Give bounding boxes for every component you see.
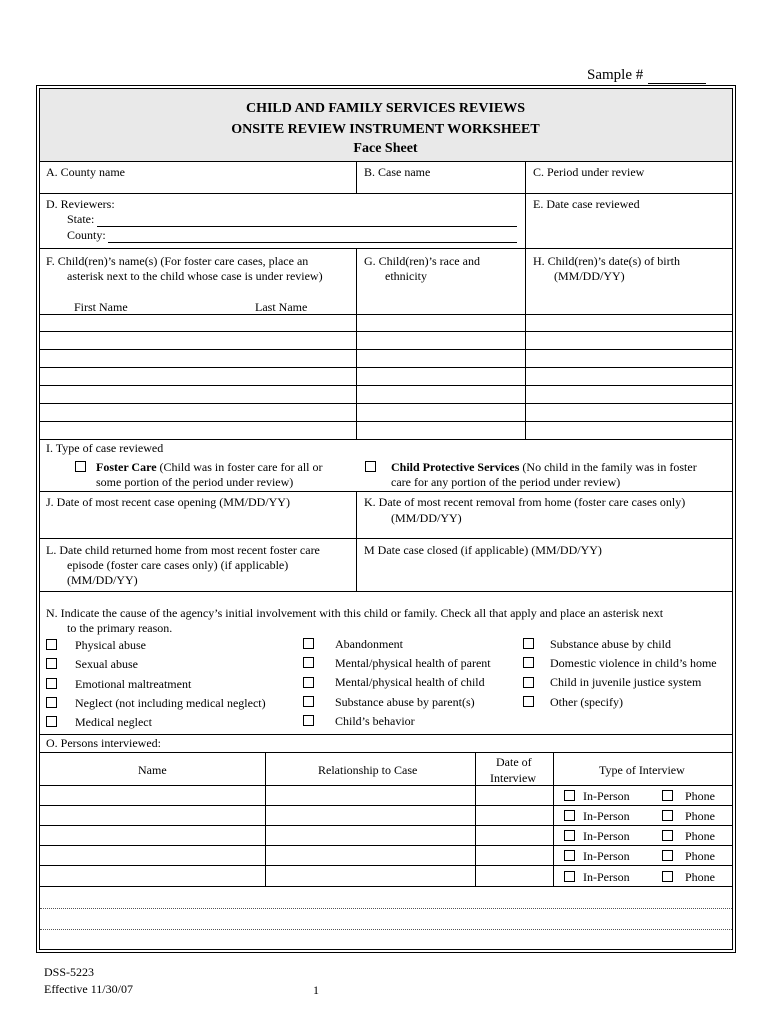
other-specify-checkbox[interactable] [523,696,534,707]
interview-5-in-person-checkbox[interactable] [564,871,575,882]
interview-row-3[interactable] [39,845,733,846]
reviewers-state-label: State: [67,212,95,226]
form-title-line3: Face Sheet [353,141,418,156]
domestic-violence-checkbox[interactable] [523,657,534,668]
child-substance-abuse-checkbox[interactable] [523,638,534,649]
race-ethnicity-label-line1: G. Child(ren)’s race and [364,254,480,268]
interview-row-4[interactable] [39,865,733,866]
medical-neglect-checkbox[interactable] [46,716,57,727]
case-name-label: B. Case name [364,165,431,179]
effective-date: Effective 11/30/07 [44,982,133,996]
child-substance-abuse-label: Substance abuse by child [550,637,671,651]
agency-involvement-label-line2: to the primary reason. [67,621,173,635]
juvenile-justice-label: Child in juvenile justice system [550,675,702,689]
county-name-label: A. County name [46,165,125,179]
birth-dates-label-line1: H. Child(ren)’s date(s) of birth [533,254,680,268]
interview-5-phone-label: Phone [685,870,715,884]
notes-divider-1 [40,908,732,909]
interview-date-header-line2: Interview [490,771,536,785]
form-number: DSS-5223 [44,965,95,979]
interview-row-5[interactable] [39,886,733,887]
reviewers-county-field[interactable] [108,242,517,243]
birth-dates-label-line2: (MM/DD/YY) [554,269,625,283]
parent-substance-abuse-label: Substance abuse by parent(s) [335,695,475,709]
childs-behavior-checkbox[interactable] [303,715,314,726]
children-names-label-line1: F. Child(ren)’s name(s) (For foster care cases, place an [46,254,309,268]
interview-2-phone-label: Phone [685,809,715,823]
case-opening-date-label: J. Date of most recent case opening (MM/DD/YY) [46,495,290,509]
interview-row-1[interactable] [39,805,733,806]
reviewers-state-field[interactable] [97,226,517,227]
domestic-violence-label: Domestic violence in child’s home [550,656,717,670]
last-name-label: Last Name [255,300,308,314]
childs-behavior-label: Child’s behavior [335,714,415,728]
period-under-review-label: C. Period under review [533,165,645,179]
interview-3-phone-label: Phone [685,829,715,843]
interview-4-phone-label: Phone [685,849,715,863]
foster-care-line2: some portion of the period under review) [96,475,294,489]
child-row-2[interactable] [39,349,733,350]
first-name-label: First Name [74,300,128,314]
interview-2-phone-checkbox[interactable] [662,810,673,821]
sexual-abuse-label: Sexual abuse [75,657,138,671]
emotional-maltreatment-checkbox[interactable] [46,678,57,689]
removal-date-label-line2: (MM/DD/YY) [391,511,462,525]
child-health-label: Mental/physical health of child [335,675,485,689]
foster-care-line1: Foster Care (Child was in foster care for all or [96,460,323,474]
interview-row-2[interactable] [39,825,733,826]
child-row-6[interactable] [39,421,733,422]
removal-date-label-line1: K. Date of most recent removal from home (foster care cases only) [364,495,686,509]
parent-health-checkbox[interactable] [303,657,314,668]
agency-involvement-label-line1: N. Indicate the cause of the agency’s initial involvement with this child or family. Check all that apply and place an asterisk next [46,606,664,620]
form-title-line2: ONSITE REVIEW INSTRUMENT WORKSHEET [231,122,540,137]
interview-1-phone-checkbox[interactable] [662,790,673,801]
reviewers-label: D. Reviewers: [46,197,115,211]
interview-4-phone-checkbox[interactable] [662,850,673,861]
interview-5-phone-checkbox[interactable] [662,871,673,882]
interview-3-phone-checkbox[interactable] [662,830,673,841]
cps-line2: care for any portion of the period under review) [391,475,621,489]
race-ethnicity-label-line2: ethnicity [385,269,427,283]
interview-4-in-person-label: In-Person [583,849,630,863]
other-specify-label: Other (specify) [550,695,623,709]
interview-1-in-person-checkbox[interactable] [564,790,575,801]
interview-1-phone-label: Phone [685,789,715,803]
children-names-label-line2: asterisk next to the child whose case is under review) [67,269,323,283]
reviewers-county-label: County: [67,228,106,242]
parent-substance-abuse-checkbox[interactable] [303,696,314,707]
neglect-label: Neglect (not including medical neglect) [75,696,266,710]
persons-interviewed-label: O. Persons interviewed: [46,736,161,750]
interview-type-header: Type of Interview [599,763,685,777]
sexual-abuse-checkbox[interactable] [46,658,57,669]
page-number: 1 [313,983,319,997]
interview-1-in-person-label: In-Person [583,789,630,803]
interview-date-header-line1: Date of [496,755,532,769]
form-title-line1: CHILD AND FAMILY SERVICES REVIEWS [245,101,526,116]
returned-home-label-line1: L. Date child returned home from most recent foster care [46,543,320,557]
physical-abuse-checkbox[interactable] [46,639,57,650]
sample-number-label: Sample # [587,67,644,83]
interview-4-in-person-checkbox[interactable] [564,850,575,861]
interview-3-in-person-checkbox[interactable] [564,830,575,841]
abandonment-checkbox[interactable] [303,638,314,649]
juvenile-justice-checkbox[interactable] [523,677,534,688]
interview-name-header: Name [138,763,167,777]
interview-2-in-person-checkbox[interactable] [564,810,575,821]
interview-2-in-person-label: In-Person [583,809,630,823]
medical-neglect-label: Medical neglect [75,715,152,729]
returned-home-label-line2: episode (foster care cases only) (if applicable) [67,558,289,572]
interview-relationship-header: Relationship to Case [318,763,418,777]
child-row-4[interactable] [39,385,733,386]
cps-line1: Child Protective Services (No child in the family was in foster [391,460,697,474]
foster-care-checkbox[interactable] [75,461,86,472]
parent-health-label: Mental/physical health of parent [335,656,491,670]
child-row-1[interactable] [39,331,733,332]
notes-divider-2 [40,929,732,930]
child-row-5[interactable] [39,403,733,404]
case-closed-date-label: M Date case closed (if applicable) (MM/DD/YY) [364,543,602,557]
child-health-checkbox[interactable] [303,677,314,688]
abandonment-label: Abandonment [335,637,403,651]
physical-abuse-label: Physical abuse [75,638,146,652]
type-of-case-label: I. Type of case reviewed [46,441,164,455]
interview-3-in-person-label: In-Person [583,829,630,843]
returned-home-label-line3: (MM/DD/YY) [67,573,138,587]
child-protective-services-checkbox[interactable] [365,461,376,472]
date-case-reviewed-label: E. Date case reviewed [533,197,640,211]
child-row-3[interactable] [39,367,733,368]
neglect-checkbox[interactable] [46,697,57,708]
interview-5-in-person-label: In-Person [583,870,630,884]
emotional-maltreatment-label: Emotional maltreatment [75,677,192,691]
sample-number-field[interactable] [648,83,706,84]
